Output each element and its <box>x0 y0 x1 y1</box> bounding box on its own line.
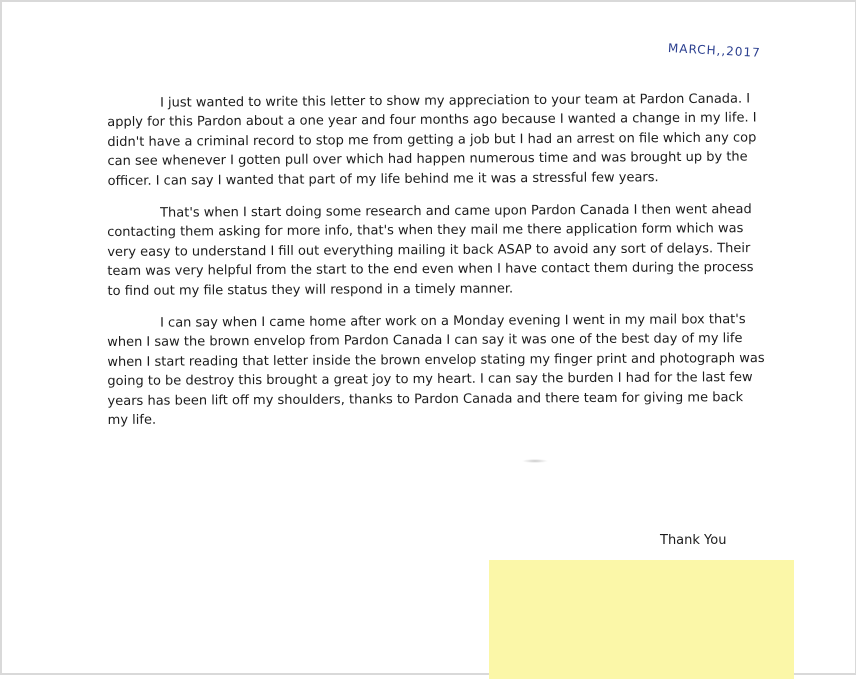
letter-body <box>107 91 767 444</box>
scan-smudge <box>522 459 548 463</box>
letter-paragraph-1: I just wanted to write this letter to show my appreciation to your team at Pardon Canada. I apply for this Pardon about a one year and four months ago because I wanted a change in my life. I didn't have a criminal record to stop me from getting a job but I had an arrest on file which any cop can see whenever I gotten pull over which had happen numerous time and was brought up by the officer. I can say I wanted that part of my life behind me it was a stressful few years. <box>107 91 757 189</box>
handwritten-date: MARCH,,2017 <box>667 41 762 60</box>
letter-closing: Thank You <box>660 533 727 548</box>
letter-paragraph-3: I can say when I came home after work on a Monday evening I went in my mail box that's when I saw the brown envelop from Pardon Canada I can say it was one of the best day of my life when I start reading that letter inside the brown envelop stating my finger print and photograph was going to be destroy this brought a great joy to my heart. I can say the burden I had for the last few years has been lift off my shoulders, thanks to Pardon Canada and there team for giving me back my life. <box>107 312 765 429</box>
sticky-note-redaction <box>489 560 794 679</box>
letter-paragraph-2: That's when I start doing some research and came upon Pardon Canada I then went ahead contacting them asking for more info, that's when they mail me there application form which was very easy to understand I fill out everything mailing it back ASAP to avoid any sort of delays. Their team was very helpful from the start to the end even when I have contact them during the process to find out my file status they will respond in a timely manner. <box>107 202 754 299</box>
